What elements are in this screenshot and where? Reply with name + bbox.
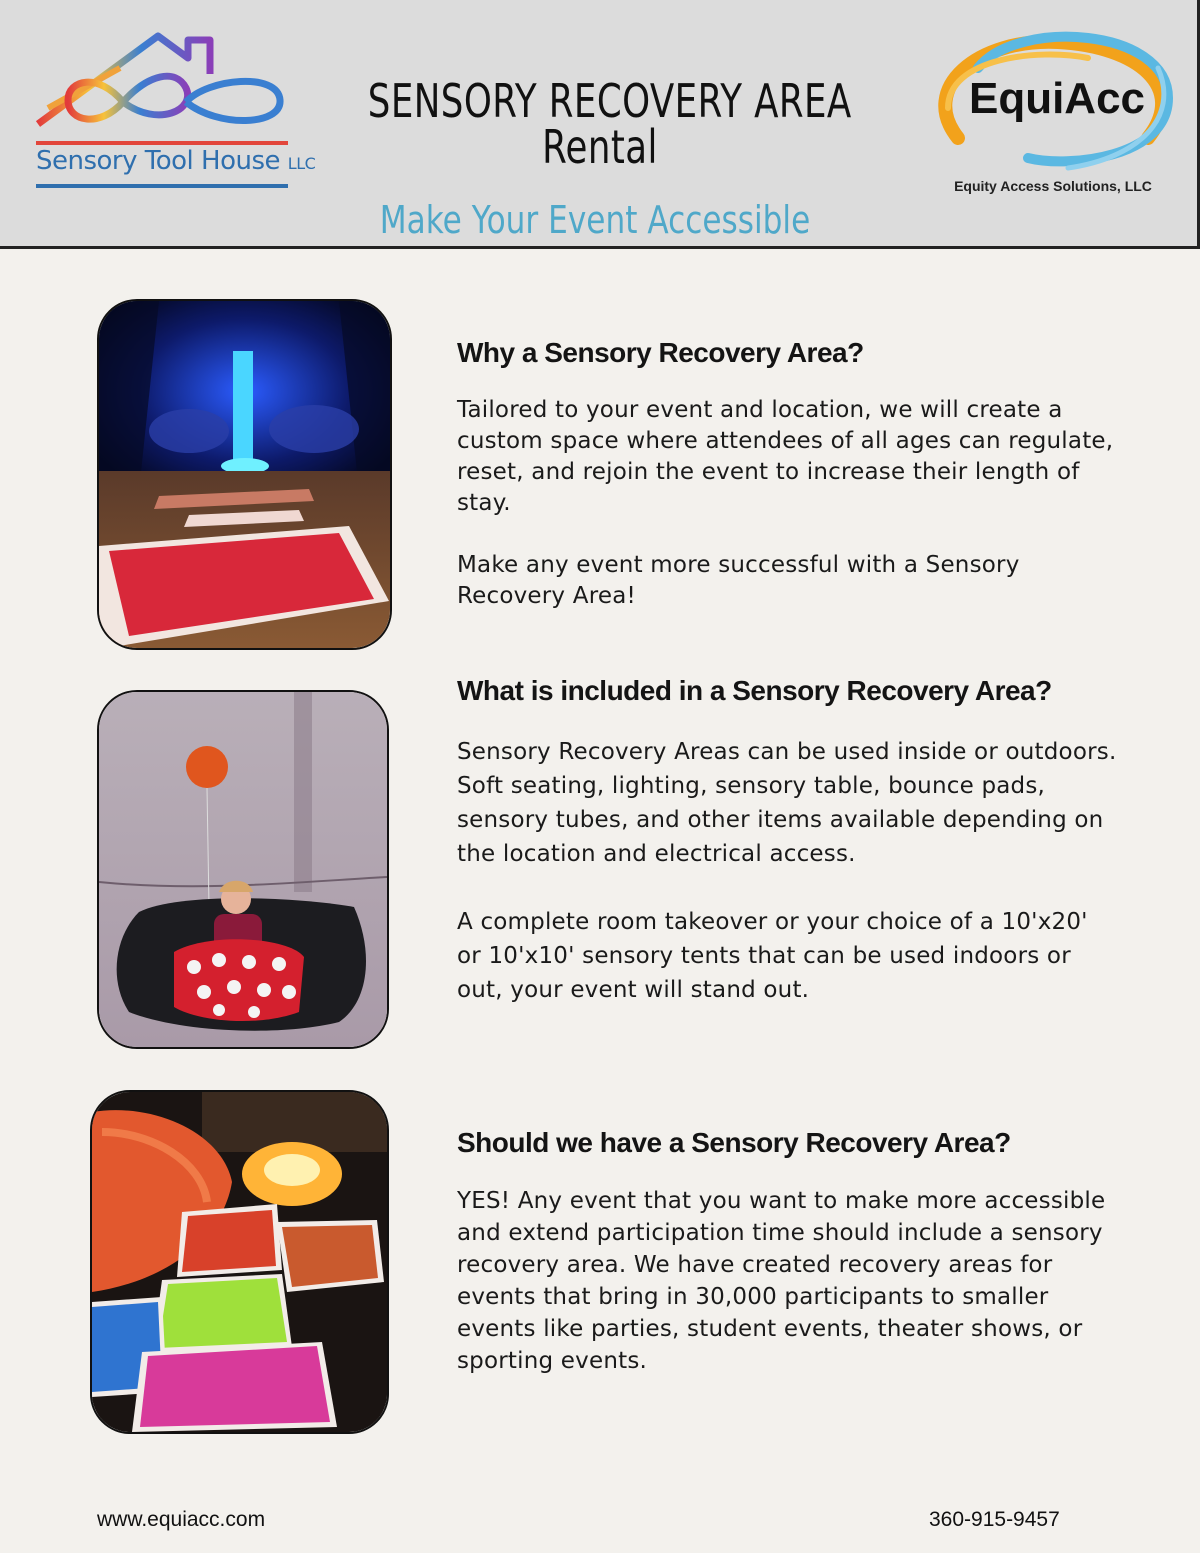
phone-number[interactable]: 360-915-9457 — [929, 1508, 1060, 1531]
page-subtitle: Make Your Event Accessible — [379, 198, 811, 242]
section-paragraph: YES! Any event that you want to make more accessible and extend participation time should include a sensory recovery area. We have created recovery areas for events that bring in 30,000 participants to smaller events like parties, student events, theater shows, or sporting events. — [457, 1188, 1106, 1374]
child-beanbag-photo — [97, 690, 389, 1049]
section-heading: What is included in a Sensory Recovery Area? — [457, 675, 1052, 706]
title-line-2: Rental — [542, 120, 658, 174]
section-what-included — [457, 675, 1117, 1007]
section-why — [457, 337, 1117, 612]
sensory-tool-house-logo — [28, 28, 316, 198]
section-heading: Should we have a Sensory Recovery Area? — [457, 1127, 1011, 1158]
title-line-1: SENSORY RECOVERY AREA — [367, 74, 852, 128]
sensory-tool-house-text: Sensory Tool House LLC — [36, 146, 316, 176]
sensory-floor-tiles-photo — [90, 1090, 389, 1434]
sensory-tent-photo — [97, 299, 392, 650]
section-paragraph: Make any event more successful with a Sensory Recovery Area! — [457, 552, 1020, 609]
section-paragraph: Sensory Recovery Areas can be used inside or outdoors. Soft seating, lighting, sensory table, bounce pads, sensory tubes, and other items available depending on the location and electrical access. — [457, 739, 1117, 867]
section-heading: Why a Sensory Recovery Area? — [457, 337, 864, 368]
section-should-we — [457, 1127, 1117, 1377]
sensory-tiles-icon — [92, 1092, 387, 1432]
section-paragraph: Tailored to your event and location, we will create a custom space where attendees of all ages can regulate, reset, and rejoin the event to increase their length of stay. — [457, 397, 1114, 516]
equiacc-tagline: Equity Access Solutions, LLC — [954, 178, 1152, 194]
equiacc-logo — [918, 28, 1188, 208]
page-title — [330, 74, 870, 174]
header-banner — [0, 0, 1200, 249]
equiacc-wordmark: EquiAcc — [968, 74, 1146, 123]
section-paragraph: A complete room takeover or your choice of a 10'x20' or 10'x10' sensory tents that can be used indoors or out, your event will stand out. — [457, 909, 1088, 1003]
sensory-tent-icon — [99, 301, 390, 648]
website-link[interactable]: www.equiacc.com — [97, 1508, 266, 1531]
child-beanbag-icon — [99, 692, 387, 1047]
